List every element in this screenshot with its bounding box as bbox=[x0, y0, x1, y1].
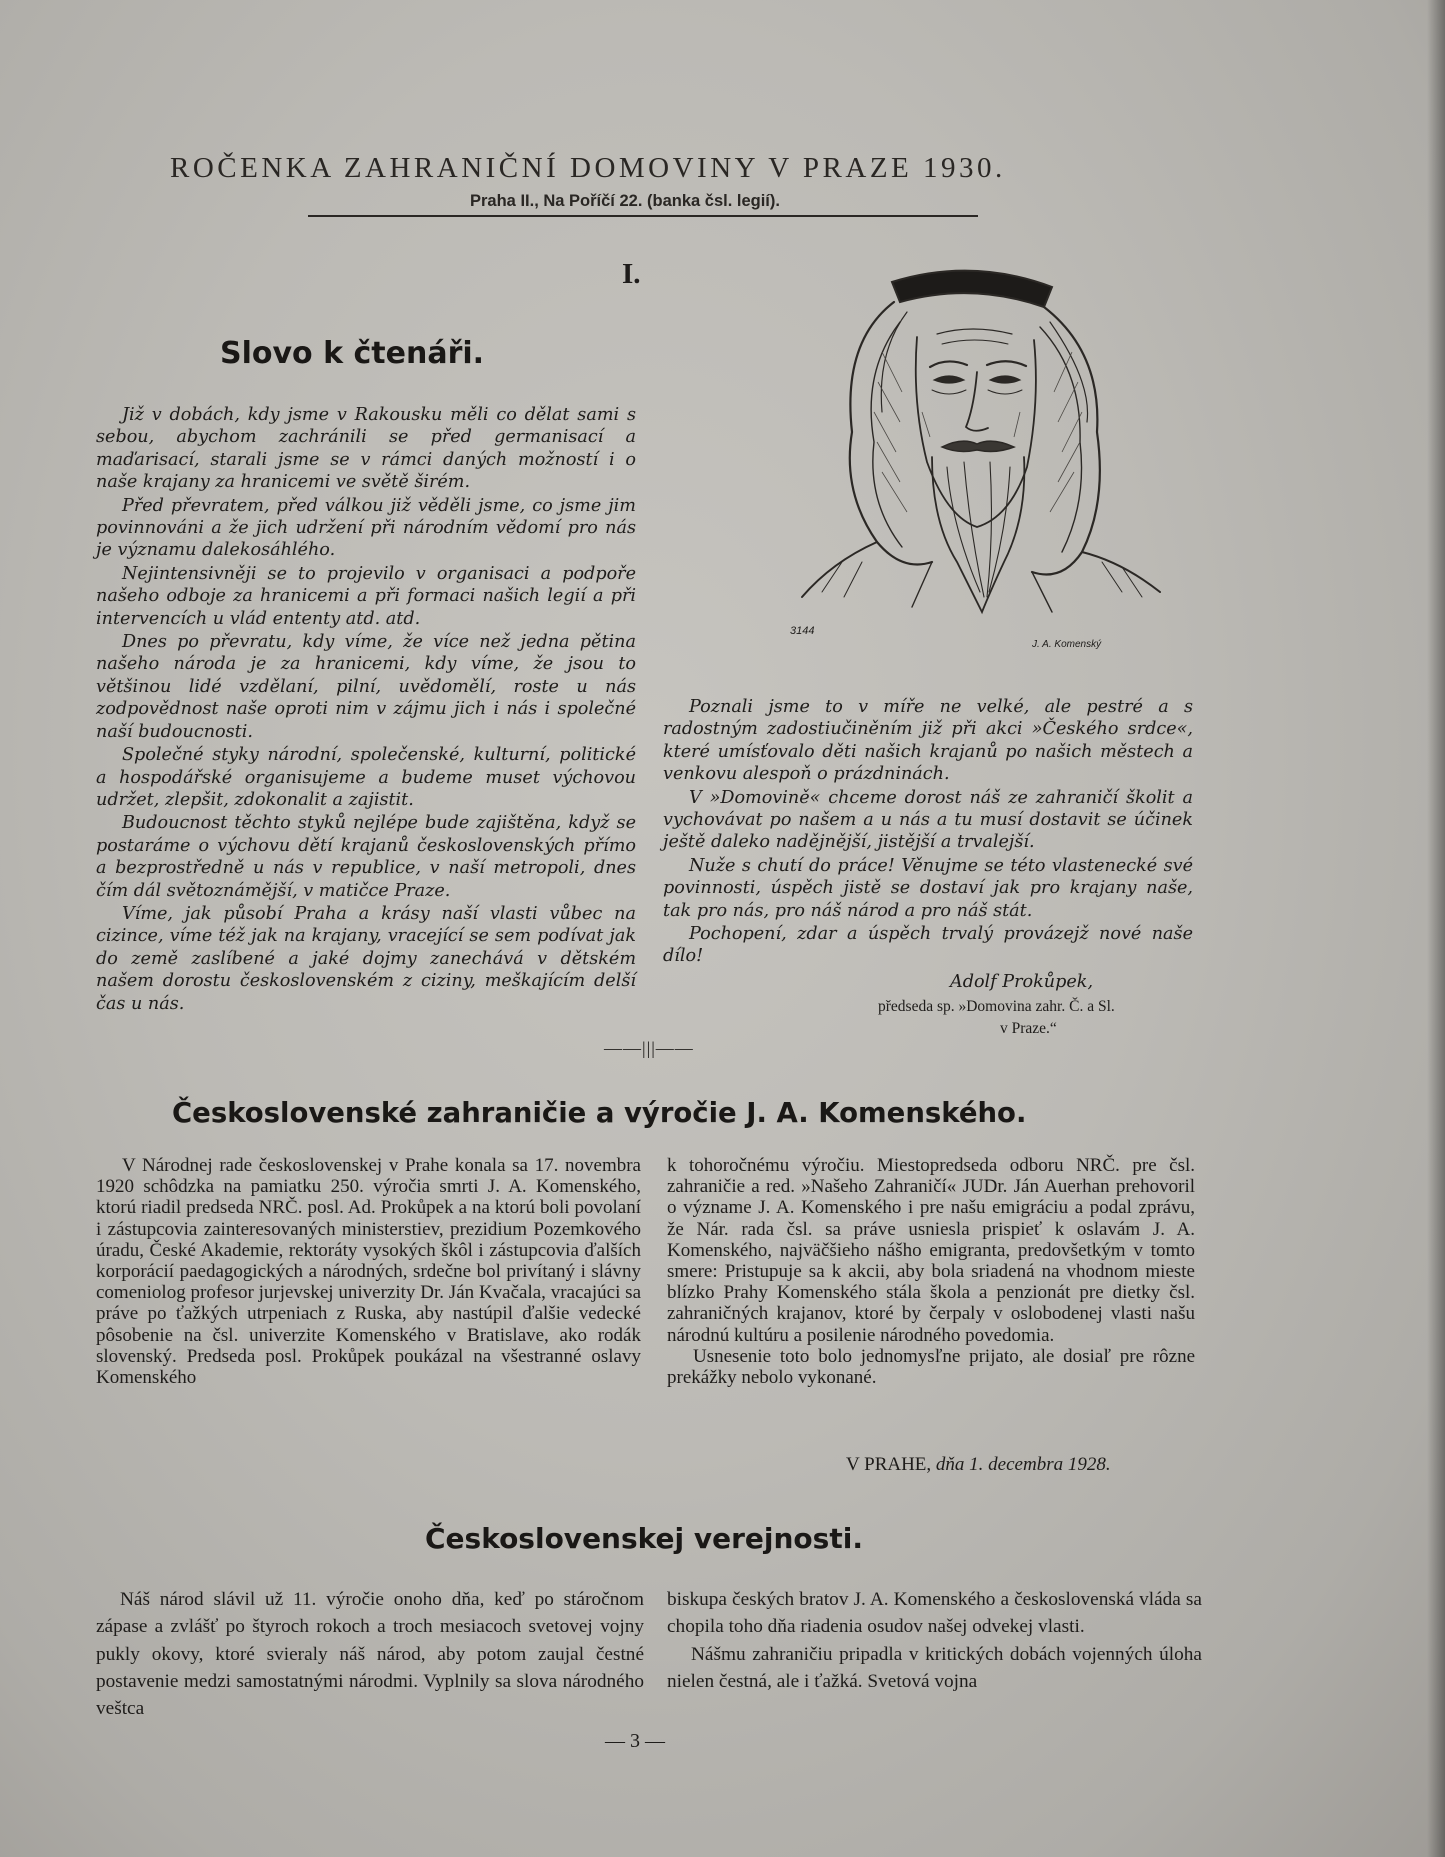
section-number: I. bbox=[622, 258, 641, 290]
article3-left-column bbox=[96, 1586, 644, 1722]
article2-dateline bbox=[846, 1454, 1111, 1476]
article3-title: Československej verejnosti. bbox=[425, 1522, 863, 1555]
article2-paragraph: Usnesenie toto bolo jednomysľne prijato, ale dosiaľ pre rôzne prekážky nebolo vykonané. bbox=[667, 1345, 1195, 1389]
article1-paragraph: Nuže s chutí do práce! Věnujme se této vlastenecké své povinnosti, úspěch jistě se dostaví jak pro krajany naše, tak pro nás, pro náš národ a pro náš stát. bbox=[663, 855, 1193, 921]
dateline-date: dňa 1. decembra 1928. bbox=[935, 1454, 1111, 1475]
komensky-portrait bbox=[782, 262, 1172, 662]
section-divider: ——|||—— bbox=[604, 1038, 694, 1058]
portrait-caption-signature: J. A. Komenský bbox=[1032, 639, 1102, 650]
article1-paragraph: V »Domovině« chceme dorost náš ze zahraničí školit a vychovávat po našem a u nás a tu musí dostavit se účinek ještě daleko nadějnější, jistější a trvalejší. bbox=[663, 787, 1193, 853]
header-rule bbox=[308, 215, 978, 217]
article1-paragraph: Společné styky národní, společenské, kulturní, politické a hospodářské organisujeme a budeme muset výchovou udržet, zlepšit, zdokonalit a zajistit. bbox=[96, 745, 636, 810]
page-number: — 3 — bbox=[605, 1730, 665, 1752]
article1-left-column bbox=[96, 404, 636, 1015]
article1-paragraph: Před převratem, před válkou již věděli jsme, co jsme jim povinnováni a že jich udržení při národním vědomí pro nás je významu dalekosáhlého. bbox=[96, 495, 636, 561]
journal-title: ROČENKA ZAHRANIČNÍ DOMOVINY V PRAZE 1930. bbox=[170, 152, 1006, 184]
article2-paragraph: V Národnej rade československej v Prahe konala sa 17. novembra 1920 schôdzka na pamiatku 250. výročia smrti J. A. Komenského, ktorú riadil predseda NRČ. posl. Ad. Prokůpek a na ktorú boli povolaní i zástupcovia zainteresovaných ministerstiev, prezidium Pozemkového úradu, České Akademie, rektoráty vysokých škôl i zástupcovia ďalších korporácií paedagogických a národných, srdečne bol privítaný i slávny comeniolog profesor jurjevskej univerzity Dr. Ján Kvačala, vracajúci sa práve po ťažkých utrpeniach z Ruska, aby nastúpil ďalšie vedecké pôsobenie na čsl. univerzite Komenského v Bratislave, ako rodák slovenský. Predseda posl. Prokůpek poukázal na všestranné oslavy Komenského bbox=[96, 1155, 641, 1389]
article2-title: Československé zahraničie a výročie J. A. Komenského. bbox=[172, 1097, 1027, 1129]
signature-role bbox=[878, 996, 1203, 1040]
signature-name: Adolf Prokůpek, bbox=[950, 972, 1094, 992]
article3-paragraph: Náš národ slávil už 11. výročie onoho dňa, keď po stáročnom zápase a zvlášť po štyroch rokoch a troch mesiacoch svetovej vojny pukly okovy, ktoré svieraly náš národ, aby potom zaujal čestné postavenie medzi samostatnými národmi. Vyplnily sa slova národného veštca bbox=[96, 1589, 644, 1720]
article1-paragraph: Poznali jsme to v míře ne velké, ale pestré a s radostným zadostiučiněním již při akci »Českého srdce«, které umísťovalo děti našich krajanů po našich městech a venkovu alespoň o prázdninách. bbox=[663, 697, 1193, 785]
article3-paragraph: biskupa českých bratov J. A. Komenského a československá vláda sa chopila toho dňa riadenia osudov našej odvekej vlasti. bbox=[667, 1589, 1202, 1638]
article1-paragraph: Pochopení, zdar a úspěch trvalý provázejž nové naše dílo! bbox=[663, 924, 1193, 967]
article1-paragraph: Víme, jak působí Praha a krásy naší vlasti vůbec na cizince, víme též jak na krajany, vracející se sem podívat jak do země zaslíbené a jaké dojmy zanechává v dětském našem dorostu československém z ciziny, meškajícím delší čas u nás. bbox=[96, 903, 636, 1014]
article1-paragraph: Již v dobách, kdy jsme v Rakousku měli co dělat sami s sebou, abychom zachránili se před germanisací a maďarisací, starali jsme se v rámci daných možností i o naše krajany za hranicemi ve světě širém. bbox=[96, 405, 636, 493]
article2-left-column bbox=[96, 1155, 641, 1388]
article1-paragraph: Nejintensivněji se to projevilo v organisaci a podpoře našeho odboje za hranicemi a při formaci našich legií a při intervencích u vlád ententy atd. atd. bbox=[96, 563, 636, 629]
journal-address: Praha II., Na Poříčí 22. (banka čsl. legií). bbox=[470, 192, 780, 210]
signature-role-line2: v Praze.“ bbox=[1000, 1020, 1057, 1037]
article1-paragraph: Dnes po převratu, kdy víme, že více než jedna pětina našeho národa je za hranicemi, kdy víme, že jsou to většinou lidé vzdělaní, pilní, uvědomělí, roste u nás zodpovědnost naše oproti nim v zájmu jich i nás i společné naší budoucnosti. bbox=[96, 632, 636, 742]
dateline-place: V PRAHE, bbox=[846, 1454, 932, 1475]
portrait-caption-number: 3144 bbox=[790, 625, 815, 637]
article1-paragraph: Budoucnost těchto styků nejlépe bude zajištěna, když se postaráme o výchovu dětí krajanů československých přímo a bezprostředně u nás v republice, v naší metropoli, dnes čím dál světoznámější, v matičce Praze. bbox=[96, 813, 636, 901]
portrait-drawing bbox=[782, 262, 1172, 662]
article3-right-column bbox=[667, 1586, 1202, 1695]
article3-paragraph: Nášmu zahraničiu pripadla v kritických dobách vojenných úloha nielen čestná, ale i ťažká. Svetová vojna bbox=[667, 1643, 1202, 1692]
article2-right-column bbox=[667, 1155, 1195, 1388]
signature-role-line1: předseda sp. »Domovina zahr. Č. a Sl. bbox=[878, 998, 1115, 1015]
article2-paragraph: k tohoročnému výročiu. Miestopredseda odboru NRČ. pre čsl. zahraničie a red. »Našeho Zahraničí« JUDr. Ján Auerhan prehovoril o význame J. A. Komenského i pre našu emigráciu a podal zprávu, že Nár. rada čsl. sa práve usniesla prispieť k oslavám J. A. Komenského, najväčšieho nášho emigranta, predovšetkým v tomto smere: Pristupuje sa k akcii, aby bola sriadená na vhodnom mieste blízko Prahy Komenského stála škola a penzionát pre dietky čsl. zahraničných krajanov, ktoré by čerpaly v oslobodenej vlasti našu národnú kultúru a posilenie národného povedomia. bbox=[667, 1155, 1195, 1346]
article1-title: Slovo k čtenáři. bbox=[220, 336, 485, 371]
article1-right-column bbox=[663, 696, 1193, 968]
